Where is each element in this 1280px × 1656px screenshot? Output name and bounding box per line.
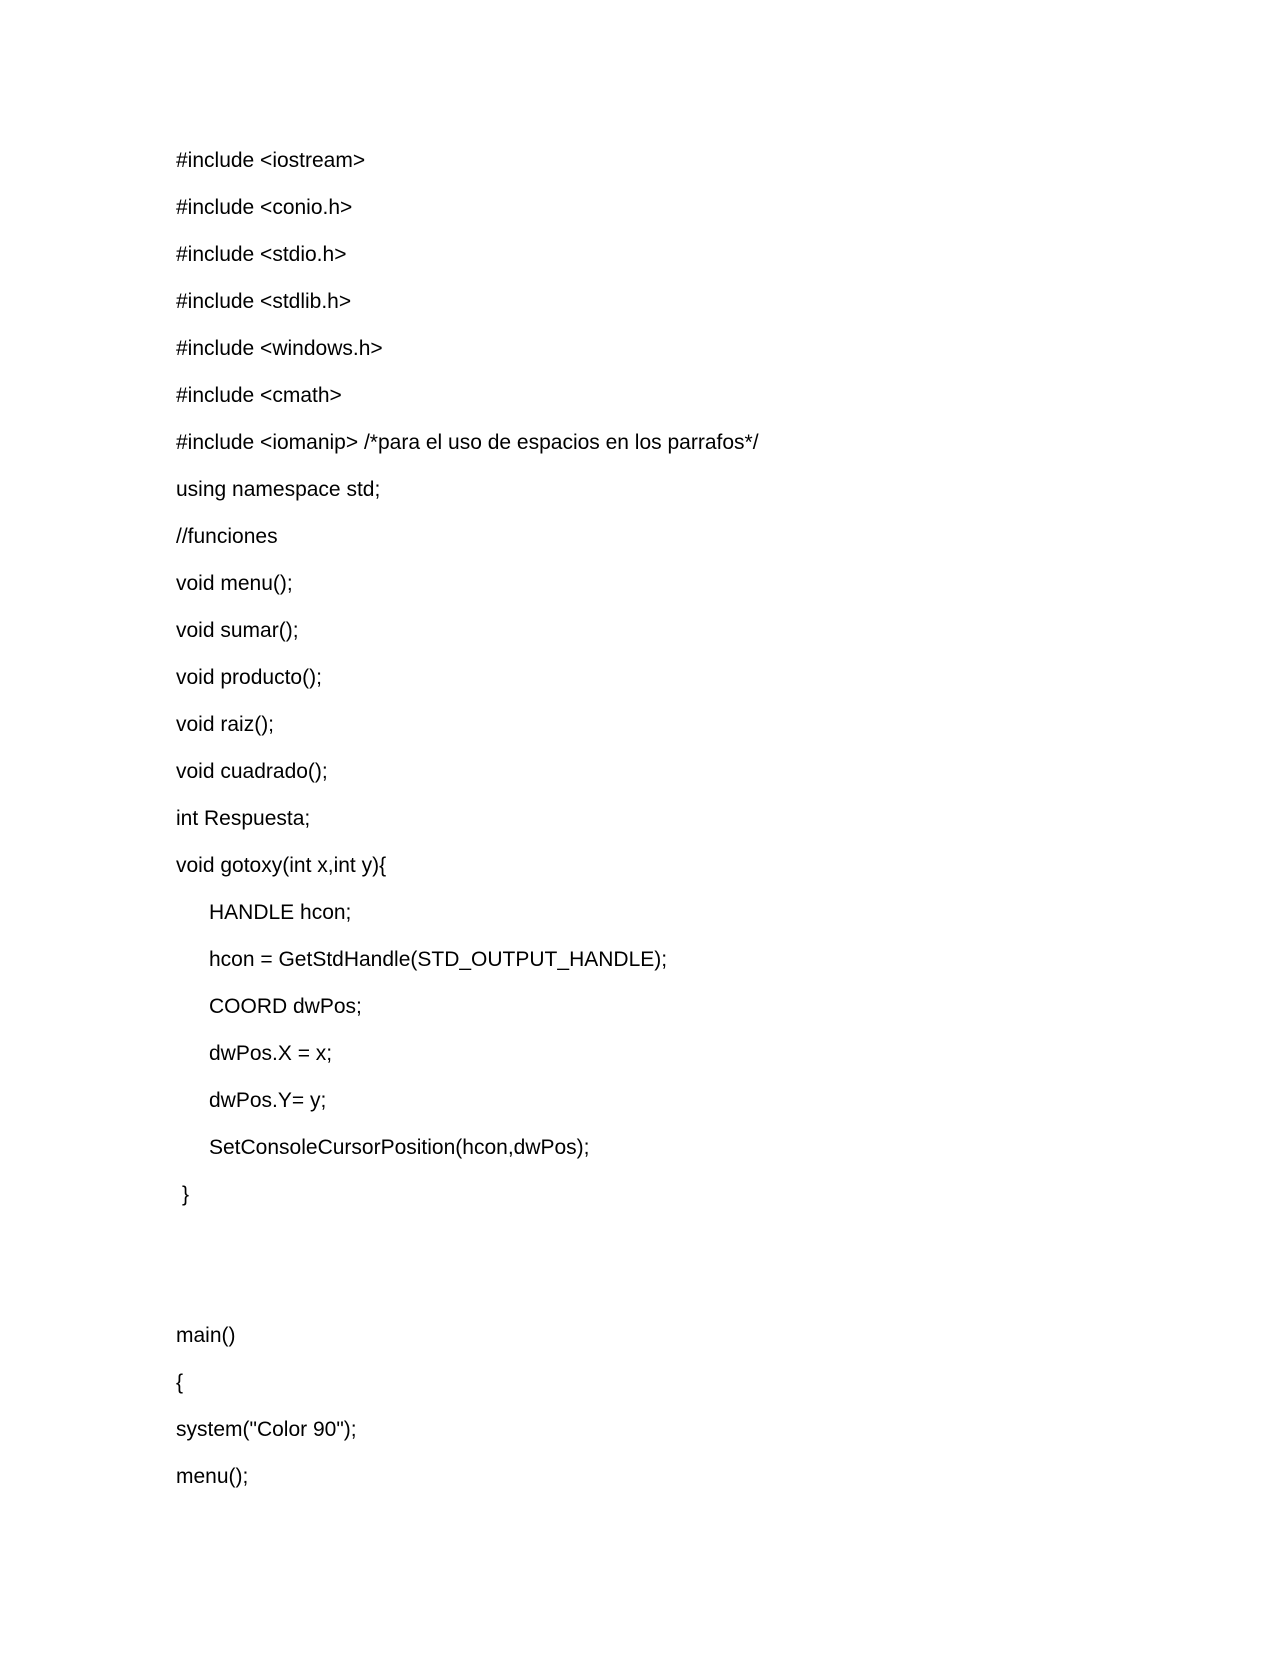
code-line: void cuadrado(); [176, 760, 328, 783]
code-line-indented: hcon = GetStdHandle(STD_OUTPUT_HANDLE); [209, 948, 668, 971]
blank-space [176, 1225, 1176, 1319]
closing-brace: } [182, 1183, 190, 1206]
code-listing [176, 144, 1176, 1507]
code-line: system("Color 90"); [176, 1418, 357, 1441]
code-line: #include <stdlib.h> [176, 290, 352, 313]
code-line: void raiz(); [176, 713, 275, 736]
code-line: #include <windows.h> [176, 337, 383, 360]
code-line-indented: SetConsoleCursorPosition(hcon,dwPos); [209, 1136, 590, 1159]
code-line: using namespace std; [176, 478, 381, 501]
code-line: void menu(); [176, 572, 293, 595]
code-line-indented: dwPos.X = x; [209, 1042, 333, 1065]
code-line: #include <iomanip> /*para el uso de espacios en los parrafos*/ [176, 431, 759, 454]
code-line: menu(); [176, 1465, 249, 1488]
code-line-indented: COORD dwPos; [209, 995, 362, 1018]
code-line: main() [176, 1324, 236, 1347]
code-line-indented: dwPos.Y= y; [209, 1089, 327, 1112]
code-line-indented: HANDLE hcon; [209, 901, 352, 924]
code-line: #include <cmath> [176, 384, 342, 407]
code-line: void sumar(); [176, 619, 299, 642]
code-line: { [176, 1371, 184, 1394]
code-line: void producto(); [176, 666, 322, 689]
code-line: void gotoxy(int x,int y){ [176, 854, 387, 877]
code-line: #include <stdio.h> [176, 243, 347, 266]
code-line: #include <conio.h> [176, 196, 353, 219]
code-line: #include <iostream> [176, 149, 366, 172]
code-line: int Respuesta; [176, 807, 311, 830]
code-line: //funciones [176, 525, 278, 548]
